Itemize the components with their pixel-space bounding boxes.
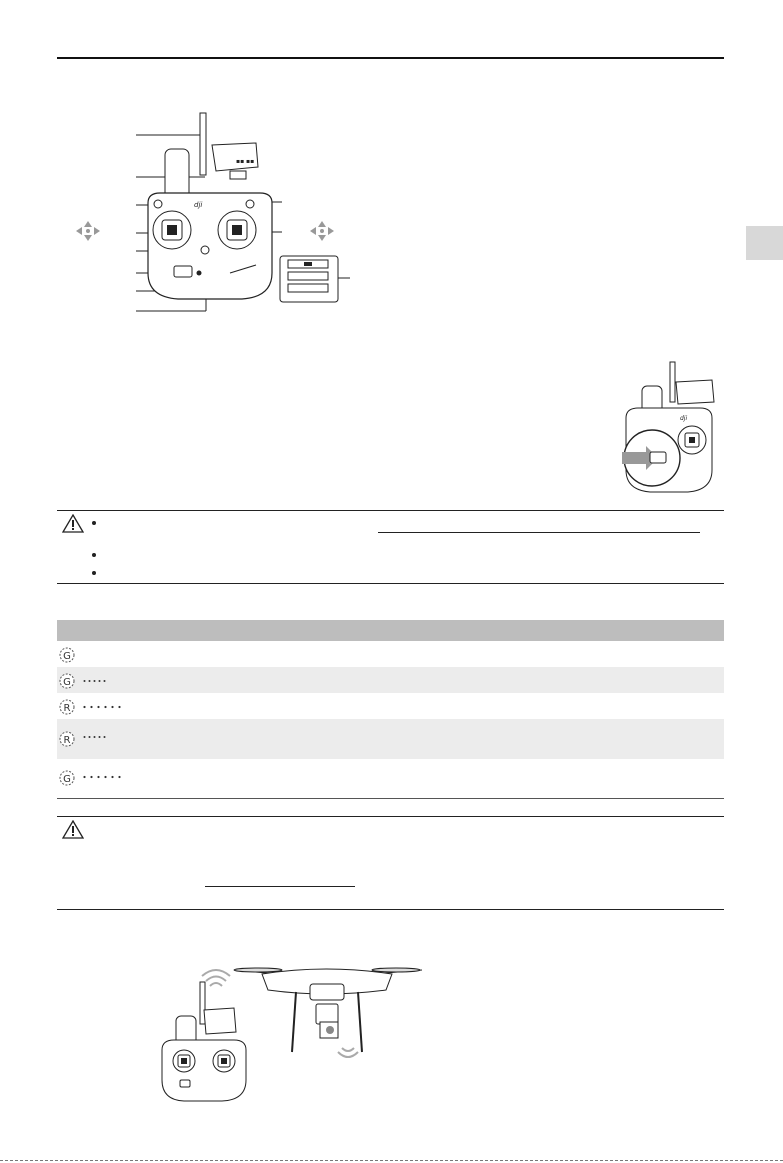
table-row [57,641,724,667]
emphasis-underline [378,532,700,533]
red-led-icon [57,697,77,717]
battery-figure [278,254,352,304]
warning-top-rule [57,510,724,511]
table-row [57,693,724,719]
power-switch-figure [612,358,720,498]
fast-blink-dots-icon [83,775,123,779]
section-tab-marker [746,226,783,260]
linking-figure [150,960,430,1110]
warning-bullet [92,553,96,557]
emphasis-underline [205,886,355,887]
power-switch-icon [612,358,720,498]
warning-icon [62,514,84,533]
battery-icon [278,254,352,304]
warning-bullet [92,521,96,525]
warning-bottom-rule [57,583,724,584]
green-led-icon [57,645,77,665]
svg-text:▪▪ ▪▪: ▪▪ ▪▪ [236,158,255,165]
slow-blink-dots-icon [83,735,109,739]
svg-text:G: G [63,774,71,785]
remote-controller-icon [162,982,246,1101]
fast-blink-dots-icon [83,705,123,709]
red-led-icon [57,729,77,749]
svg-text:dji: dji [194,201,203,209]
wifi-signal-icon [338,1048,358,1057]
header-rule [57,57,724,59]
warning-icon [62,820,84,839]
table-row [57,719,724,759]
warning-bullet [92,571,96,575]
drone-icon [234,968,422,1052]
table-header [57,620,724,641]
slow-blink-dots-icon [83,679,109,683]
green-led-icon [57,768,77,788]
svg-text:G: G [63,677,71,688]
wifi-signal-icon [202,970,230,986]
green-led-icon [57,671,77,691]
table-row [57,759,724,797]
svg-text:R: R [63,703,71,714]
warning-bottom-rule [57,909,724,910]
svg-text:G: G [63,651,71,662]
svg-text:R: R [63,735,71,746]
svg-text:dji: dji [680,415,688,422]
page-crop-line [0,1160,783,1161]
table-row [57,667,724,693]
table-bottom-rule [57,798,724,799]
warning-top-rule [57,816,724,817]
